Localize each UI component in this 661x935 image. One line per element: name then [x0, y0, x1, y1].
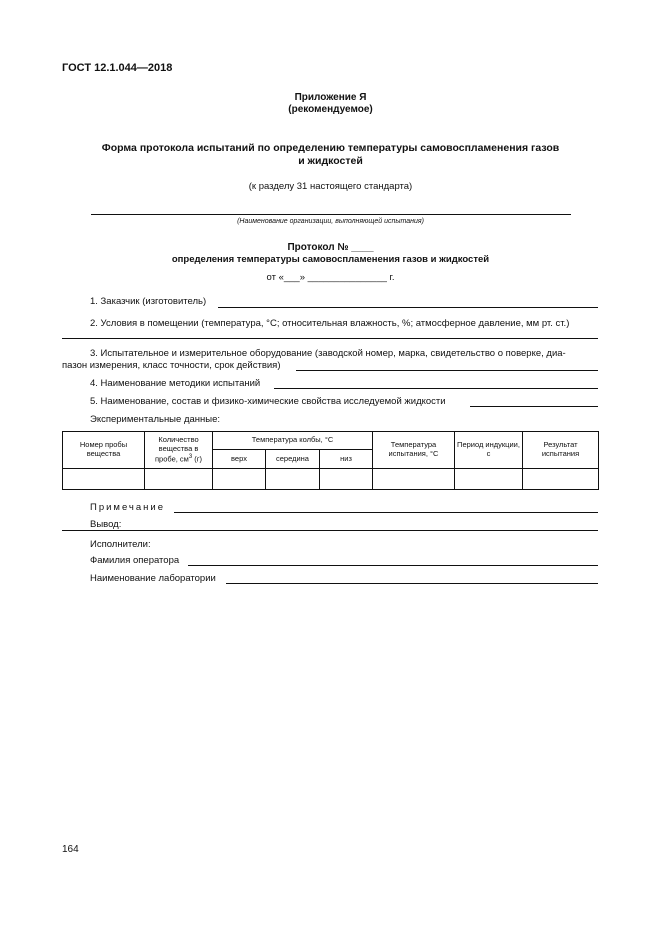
- note-label: Примечание: [90, 502, 165, 513]
- header-sample: Номер пробы вещества: [63, 432, 145, 469]
- header-amount-sup: 3: [188, 453, 193, 460]
- header-amount: [145, 432, 213, 469]
- protocol-title: Протокол № ____: [287, 242, 374, 253]
- equipment-label-line1: 3. Испытательное и измерительное оборудование (заводской номер, марка, свидетельство о поверке, диа-: [90, 348, 566, 359]
- table-cell[interactable]: [373, 469, 455, 490]
- laboratory-label: Наименование лаборатории: [90, 573, 216, 584]
- customer-label: 1. Заказчик (изготовитель): [90, 296, 207, 307]
- conditions-label: 2. Условия в помещении (температура, °С; относительная влажность, %; атмосферное давление, мм рт. ст.): [90, 318, 570, 329]
- method-label: 4. Наименование методики испытаний: [90, 378, 261, 389]
- table-cell[interactable]: [320, 469, 373, 490]
- page-number: 164: [62, 844, 79, 855]
- laboratory-line[interactable]: [226, 583, 598, 584]
- method-line[interactable]: [274, 388, 598, 389]
- org-caption: (Наименование организации, выполняющей испытания): [237, 218, 424, 225]
- protocol-date: от «___» _______________ г.: [266, 272, 395, 283]
- equipment-label-line2: пазон измерения, класс точности, срок действия): [62, 360, 281, 371]
- header-amount-text: Количество вещества в пробе, см: [154, 435, 199, 464]
- header-flask-top: верх: [213, 450, 266, 469]
- protocol-subtitle: определения температуры самовоспламенения газов и жидкостей: [171, 254, 490, 265]
- table-cell[interactable]: [523, 469, 599, 490]
- table-cell[interactable]: [63, 469, 145, 490]
- executors-label: Исполнители:: [90, 539, 151, 550]
- table-cell[interactable]: [266, 469, 320, 490]
- table-cell[interactable]: [145, 469, 213, 490]
- form-title-line1: Форма протокола испытаний по определению температуры самовоспламенения газов: [101, 142, 560, 154]
- form-title-line2: и жидкостей: [298, 155, 363, 167]
- header-flask-middle: середина: [266, 450, 320, 469]
- section-reference: (к разделу 31 настоящего стандарта): [248, 181, 413, 192]
- operator-line[interactable]: [188, 565, 598, 566]
- standard-number: ГОСТ 12.1.044—2018: [62, 62, 173, 74]
- header-amount-unit: (г): [194, 454, 203, 464]
- header-result: Результат испытания: [523, 432, 599, 469]
- org-name-line[interactable]: [91, 214, 571, 215]
- note-line[interactable]: [174, 512, 598, 513]
- header-flask-temp: Температура колбы, °С: [213, 432, 373, 450]
- substance-line[interactable]: [470, 406, 598, 407]
- conditions-line[interactable]: [62, 338, 598, 339]
- conclusion-line[interactable]: [126, 530, 598, 531]
- table-header-row: [63, 432, 599, 450]
- appendix-status: (рекомендуемое): [288, 104, 373, 115]
- customer-line[interactable]: [218, 307, 598, 308]
- appendix-title: Приложение Я: [294, 92, 367, 103]
- substance-label: 5. Наименование, состав и физико-химические свойства исследуемой жидкости: [90, 396, 446, 407]
- conclusion-label: Вывод:: [90, 519, 122, 530]
- table-row: [63, 469, 599, 490]
- header-flask-bottom: низ: [320, 450, 373, 469]
- experimental-data-table: [62, 431, 599, 490]
- equipment-line[interactable]: [296, 370, 598, 371]
- header-test-temp: Температура испытания, °С: [373, 432, 455, 469]
- table-cell[interactable]: [455, 469, 523, 490]
- header-induction: Период индукции, с: [455, 432, 523, 469]
- experimental-label: Экспериментальные данные:: [90, 414, 221, 425]
- table-cell[interactable]: [213, 469, 266, 490]
- operator-label: Фамилия оператора: [90, 555, 180, 566]
